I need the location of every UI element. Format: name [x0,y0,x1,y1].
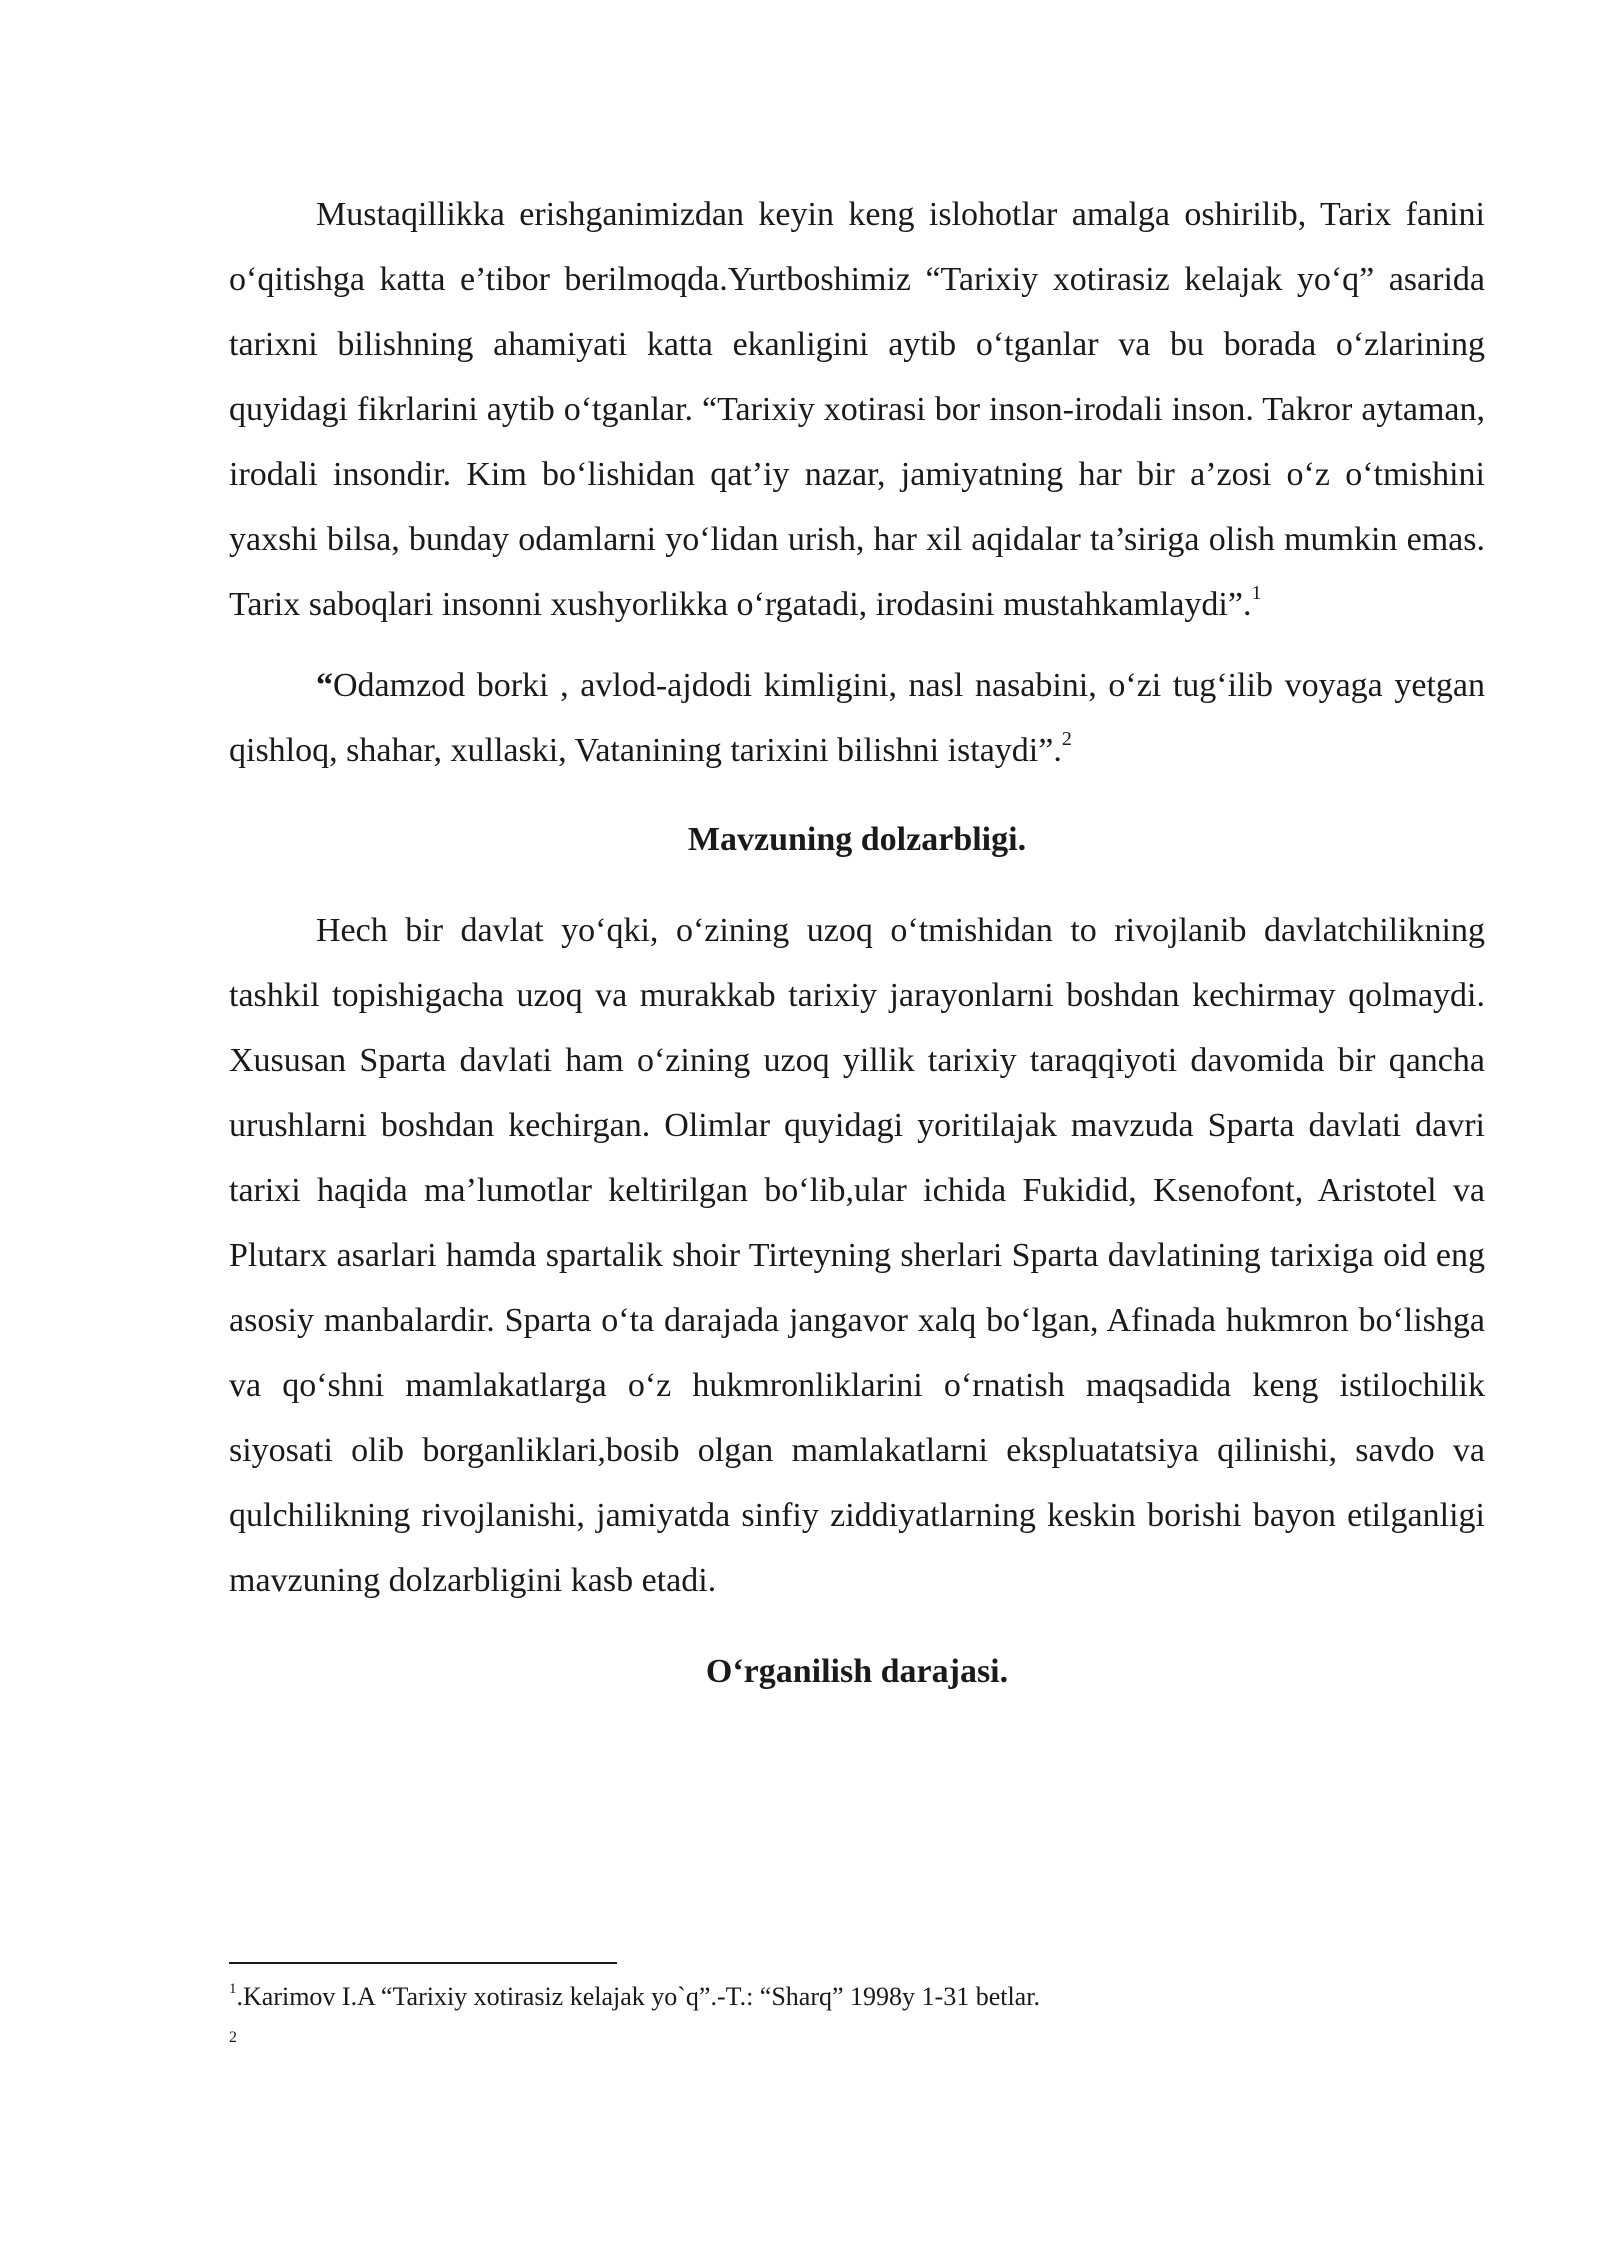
paragraph-introduction-text: Mustaqillikka erishganimizdan keyin keng islohotlar amalga oshirilib, Tarix fanini o‘qitishga katta e’tibor berilmoqda.Yurtboshimiz “Tarixiy xotirasiz kelajak yo‘q” asarida tarixni bilishning ahamiyati katta ekanligini aytib o‘tganlar va bu borada o‘zlarining quyidagi fikrlarini aytib o‘tganlar. “Tarixiy xotirasi bor inson-irodali inson. Takror aytaman, irodali insondir. Kim bo‘lishidan qat’iy nazar, jamiyatning har bir a’zosi o‘z o‘tmishini yaxshi bilsa, bunday odamlarni yo‘lidan urish, har xil aqidalar ta’siriga olish mumkin emas. Tarix saboqlari insonni xushyorlikka o‘rgatadi, irodasini mustahkamlaydi”. [229,196,1485,623]
footnote-1-text: .Karimov I.A “Tarixiy xotirasiz kelajak yo`q”.-T.: “Sharq” 1998y 1-31 betlar. [236,1982,1040,2011]
paragraph-quote-text: Odamzod borki , avlod-ajdodi kimligini, nasl nasabini, o‘zi tug‘ilib voyaga yetgan qishloq, shahar, xullaski, Vatanining tarixini bilishni istaydi”. [229,667,1485,769]
footnotes-area [229,1962,1485,2048]
paragraph-relevance: Hech bir davlat yo‘qki, o‘zining uzoq o‘tmishidan to rivojlanib davlatchilikning tashkil topishigacha uzoq va murakkab tarixiy jarayonlarni boshdan kechirmay qolmaydi. Xususan Sparta davlati ham o‘zining uzoq yillik tarixiy taraqqiyoti davomida bir qancha urushlarni boshdan kechirgan. Olimlar quyidagi yoritilajak mavzuda Sparta davlati davri tarixi haqida ma’lumotlar keltirilgan bo‘lib,ular ichida Fukidid, Ksenofont, Aristotel va Plutarx asarlari hamda spartalik shoir Tirteyning sherlari Sparta davlatining tarixiga oid eng asosiy manbalardir. Sparta o‘ta darajada jangavor xalq bo‘lgan, Afinada hukmron bo‘lishga va qo‘shni mamlakatlarga o‘z hukmronliklarini o‘rnatish maqsadida keng istilochilik siyosati olib borganliklari,bosib olgan mamlakatlarni ekspluatatsiya qilinishi, savdo va qulchilikning rivojlanishi, jamiyatda sinfiy ziddiyatlarning keskin borishi bayon etilganligi mavzuning dolzarbligini kasb etadi. [229,912,1485,1599]
footnote-1 [229,1980,1485,2014]
paragraph-introduction [229,182,1485,637]
footnote-separator [229,1962,617,1964]
footnote-2 [229,2028,1485,2048]
footnote-1-marker: 1 [229,1981,237,1997]
paragraph-quote [229,653,1485,783]
page-body [229,182,1485,1704]
footnote-ref-1[interactable]: 1 [1251,582,1262,604]
section-heading-relevance: Mavzuning dolzarbligi. [687,821,1027,858]
footnote-2-marker: 2 [229,2029,237,2046]
footnote-ref-2[interactable]: 2 [1061,728,1072,750]
open-quote-mark: “ [316,667,333,704]
section-heading-study-level: O‘rganilish darajasi. [705,1653,1009,1690]
